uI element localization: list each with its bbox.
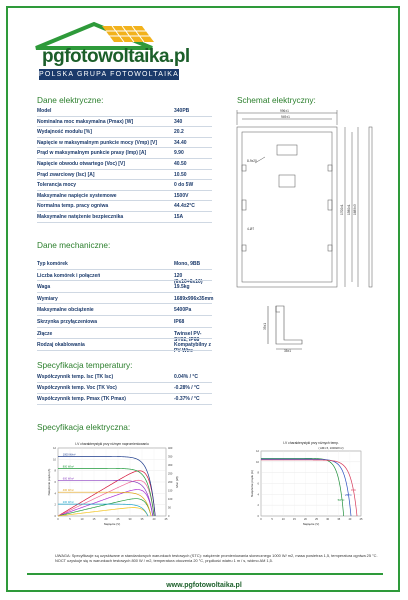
table-row: [37, 193, 212, 203]
row-value: 120 (6x10+6x10): [174, 272, 203, 285]
y2-tick-label: 0: [168, 515, 170, 518]
row-divider: [37, 382, 212, 383]
row-divider: [37, 190, 212, 191]
row-label: Napięcie w maksymalnym punkcie mocy (Vmp) [V]: [37, 139, 158, 146]
table-row: [37, 161, 212, 171]
row-label: Maksymalne napięcie systemowe: [37, 192, 117, 199]
profile-height: 35±1: [263, 322, 267, 330]
frame-profile-drawing: [262, 302, 332, 352]
dim-width-inner: 949±1: [281, 115, 290, 119]
y2-tick-label: 250: [168, 472, 173, 476]
row-value: 19.5kg: [174, 284, 190, 291]
row-label: Wydajność modułu [%]: [37, 129, 92, 136]
x-tick-label: 40: [152, 518, 156, 521]
table-row: [37, 284, 212, 294]
series-label: 200 W/m²: [62, 501, 75, 505]
row-value: 15A: [174, 214, 184, 220]
y-tick-label: 4: [54, 492, 56, 496]
x-tick-label: 5: [271, 518, 273, 521]
y-tick-label: 6: [54, 481, 56, 484]
row-value: 10.50: [174, 171, 187, 178]
row-value: 1689x996x35mm: [174, 295, 214, 302]
table-row: [37, 172, 212, 182]
row-value: Kompatybilny z PV Wire: [174, 342, 211, 355]
dim-height-2: 1580±1: [347, 204, 351, 215]
x-tick-label: 10: [281, 518, 285, 521]
footer-url[interactable]: www.pgfotowoltaika.pl: [166, 582, 242, 589]
y-axis-label: Natężenie prądu (A): [47, 468, 51, 496]
y2-tick-label: 200: [168, 481, 173, 484]
y2-tick-label: 150: [168, 489, 173, 493]
row-label: Normalna temp. pracy ogniwa: [37, 203, 109, 210]
x-axis-label: Napięcie (V): [302, 522, 320, 526]
x-tick-label: 30: [326, 518, 330, 521]
row-label: Napięcie obwodu otwartego (Voc) [V]: [37, 161, 125, 167]
row-divider: [37, 169, 212, 170]
row-label: Prąd zwarciowy (Isc) [A]: [37, 171, 95, 178]
y-tick-label: 4: [257, 493, 259, 497]
row-divider: [37, 350, 212, 351]
brand-tagline: POLSKA GRUPA FOTOWOLTAIKA: [39, 71, 179, 78]
row-value: -0.28% / °C: [174, 385, 200, 392]
row-value: 5400Pa: [174, 307, 192, 314]
row-divider: [37, 327, 212, 328]
x-tick-label: 15: [92, 518, 96, 521]
brand-name[interactable]: pgfotowoltaika.pl: [42, 46, 190, 67]
iv-irradiance-chart: [40, 440, 185, 528]
row-label: Nominalna moc maksymalna (Pmax) [W]: [37, 118, 134, 125]
row-value: 0.04% / °C: [174, 374, 198, 380]
dim-drain: 4-Ø7: [247, 227, 255, 231]
row-divider: [37, 158, 212, 159]
row-value: 9.90: [174, 150, 184, 157]
row-divider: [37, 147, 212, 148]
schematic-title: Schemat elektryczny:: [237, 95, 316, 105]
table-row: [37, 374, 212, 384]
dim-width-outer: 996±1: [280, 109, 289, 113]
row-divider: [37, 280, 212, 281]
row-divider: [37, 116, 212, 117]
y2-tick-label: 300: [168, 464, 173, 467]
row-label: Waga: [37, 284, 51, 291]
table-row: [37, 261, 212, 271]
row-value: 20.2: [174, 129, 184, 136]
chart-title: I-V charakterystyki przy różnych temp.: [283, 441, 339, 445]
y2-axis-label: Moc (W): [175, 476, 179, 488]
dim-holes: 8-9x20: [247, 159, 257, 163]
profile-width: 35±1: [284, 349, 292, 352]
x-tick-label: 45: [164, 518, 168, 521]
table-row: [37, 203, 212, 213]
x-tick-label: 0: [260, 518, 262, 521]
x-tick-label: 35: [337, 518, 341, 521]
table-row: [37, 119, 212, 129]
footnote: UWAGA: Specyfikacje są uzyskiwane w standardowych warunkach testowych (STC): natężenie promieniowania słonecznego 1000 W/ m2, masa powietrza 1,5, temperatura ogniwa 25 °C. NOCT uzyskuje się w warunkach testowych 800 W / m2, temperatura otoczenia 20 °C, prędkość wiatru 1 m / s, widmo AM 1,5.: [55, 553, 378, 564]
y-tick-label: 2: [54, 503, 56, 507]
series-label: 800 W/m²: [62, 465, 75, 469]
row-label: Maksymalne natężenie bezpiecznika: [37, 214, 124, 220]
row-value: 340PB: [174, 108, 190, 114]
y-tick-label: 12: [256, 450, 259, 453]
y-tick-label: 2: [257, 504, 259, 508]
row-value: IP68: [174, 319, 185, 325]
x-tick-label: 0: [57, 518, 59, 521]
y2-tick-label: 50: [168, 506, 171, 510]
x-tick-label: 20: [303, 518, 307, 521]
y-axis-label: Natężenie prądu (A): [250, 470, 254, 497]
x-tick-label: 10: [80, 518, 84, 521]
row-label: Współczynnik temp. Pmax (TK Pmax): [37, 396, 126, 403]
row-divider: [37, 292, 212, 293]
dim-height-1: 1700±1: [340, 204, 344, 215]
table-row: [37, 182, 212, 192]
row-label: Współczynnik temp. Voc (TK Voc): [37, 385, 117, 392]
y-tick-label: 8: [54, 469, 56, 473]
row-value: -0.37% / °C: [174, 396, 200, 403]
row-divider: [37, 404, 212, 405]
series-label: 400 W/m²: [62, 489, 75, 493]
table-row: [37, 108, 212, 118]
temperature-title: Specyfikacja temperatury:: [37, 360, 133, 370]
y-tick-label: 10: [256, 460, 259, 464]
series-label: 0°C: [351, 488, 357, 493]
row-value: 34.40: [174, 139, 187, 146]
row-label: Typ komórek: [37, 261, 68, 267]
series-label: 600 W/m²: [62, 477, 75, 481]
table-row: [37, 129, 212, 139]
x-tick-label: 25: [116, 518, 120, 521]
y-tick-label: 12: [53, 447, 56, 450]
row-divider: [37, 338, 212, 339]
row-label: Maksymalne obciążenie: [37, 307, 94, 314]
x-tick-label: 40: [348, 518, 352, 521]
x-tick-label: 25: [315, 518, 319, 521]
y-tick-label: 0: [257, 515, 259, 518]
table-row: [37, 296, 212, 306]
series-label: 50°C: [337, 497, 345, 502]
y-tick-label: 0: [54, 515, 56, 518]
x-tick-label: 45: [359, 518, 363, 521]
row-divider: [37, 222, 212, 223]
footer-divider: [27, 573, 383, 575]
iv-temperature-chart: [245, 440, 375, 528]
row-divider: [37, 393, 212, 394]
row-label: Wymiary: [37, 295, 58, 302]
row-label: Model: [37, 108, 52, 114]
row-divider: [37, 179, 212, 180]
dim-height-3: 1689±3: [353, 204, 357, 215]
x-tick-label: 15: [292, 518, 296, 521]
row-value: Twinsel PV-SY02, IP68: [174, 330, 202, 343]
table-row: [37, 385, 212, 395]
x-tick-label: 30: [128, 518, 132, 521]
table-row: [37, 140, 212, 150]
row-value: 40.50: [174, 161, 187, 167]
row-label: Prąd w maksymalnym punkcie prasy (Imp) [A]: [37, 150, 147, 157]
row-label: Skrzynka przyłączeniowa: [37, 319, 98, 325]
series-label: 25°C: [345, 492, 352, 497]
row-label: Tolerancja mocy: [37, 182, 77, 189]
table-row: [37, 307, 212, 317]
x-axis-label: Napięcie (V): [103, 522, 121, 526]
row-divider: [37, 200, 212, 201]
row-label: Rodzaj okablowania: [37, 342, 85, 349]
table-row: [37, 396, 212, 406]
row-value: 44.4±2°C: [174, 203, 195, 210]
x-tick-label: 20: [104, 518, 108, 521]
table-row: [37, 150, 212, 160]
x-tick-label: 5: [69, 518, 71, 521]
y-tick-label: 6: [257, 482, 259, 486]
table-row: [37, 273, 212, 283]
y2-tick-label: 350: [168, 455, 173, 459]
y-tick-label: 8: [257, 471, 259, 475]
row-divider: [37, 269, 212, 270]
row-value: 340: [174, 118, 183, 125]
row-label: Współczynnik temp. Isc (TK Isc): [37, 374, 114, 380]
table-row: [37, 331, 212, 341]
y-tick-label: 10: [53, 458, 56, 462]
electrical-spec-title: Specyfikacja elektryczna:: [37, 422, 131, 432]
y2-tick-label: 100: [168, 498, 173, 501]
electrical-title: Dane elektryczne:: [37, 95, 104, 105]
table-row: [37, 342, 212, 355]
row-label: Złącze: [37, 330, 53, 337]
row-divider: [37, 211, 212, 212]
row-value: Mono, 9BB: [174, 261, 201, 267]
x-tick-label: 35: [140, 518, 144, 521]
mechanical-title: Dane mechaniczne:: [37, 240, 111, 250]
chart-subtitle: ( AM1.5, 1000W/m²): [318, 446, 344, 450]
row-divider: [37, 137, 212, 138]
series-label: 1000 W/m²: [62, 453, 76, 457]
row-value: 0 do 5W: [174, 182, 194, 189]
row-label: Liczba komórek i połączeń: [37, 272, 101, 279]
row-divider: [37, 303, 212, 304]
row-divider: [37, 126, 212, 127]
chart-title: I-V charakterystyki przy różnym napromieniowaniu: [75, 442, 149, 446]
table-row: [37, 319, 212, 329]
row-divider: [37, 315, 212, 316]
table-row: [37, 214, 212, 224]
row-value: 1500V: [174, 192, 189, 199]
y2-tick-label: 400: [168, 447, 173, 450]
